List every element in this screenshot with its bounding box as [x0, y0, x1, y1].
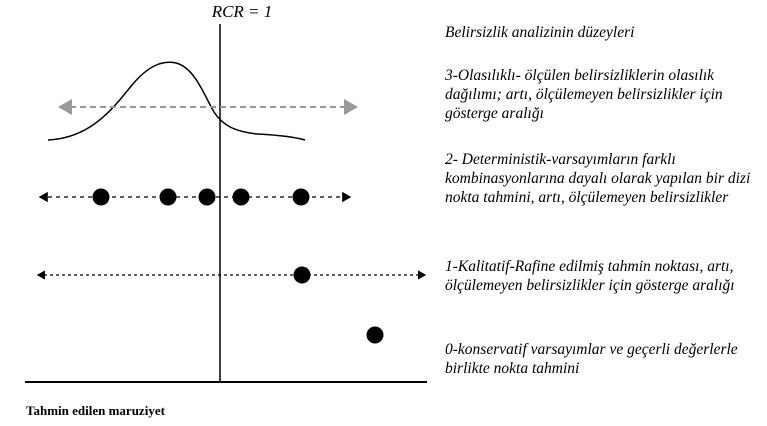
rcr-label: RCR = 1	[211, 2, 273, 21]
x-axis-label: Tahmin edilen maruziyet	[26, 403, 165, 418]
legend-title: Belirsizlik analizinin düzeyleri	[445, 24, 635, 41]
legend-level-2: 2- Deterministik-varsayımların farklı kombinasyonlarına dayalı olarak yapılan bir dizi nokta tahmini, artı, ölçülemeyen belirsizlikler	[445, 151, 751, 206]
level-2-point-estimate	[160, 189, 177, 206]
level-2-point-estimate	[293, 189, 310, 206]
level-1-point-estimate	[294, 267, 311, 284]
level-2-point-estimate	[199, 189, 216, 206]
level-0-point-estimate	[367, 327, 384, 344]
level-2-point-estimate	[233, 189, 250, 206]
level-2-point-estimate	[93, 189, 110, 206]
legend-level-3: 3-Olasılıklı- ölçülen belirsizliklerin olasılık dağılımı; artı, ölçülemeyen belirsizlikler için gösterge aralığı	[445, 67, 723, 122]
legend-level-0: 0-konservatif varsayımlar ve geçerli değerlerle birlikte nokta tahmini	[445, 341, 738, 377]
legend-level-1: 1-Kalitatif-Rafine edilmiş tahmin noktası, artı, ölçülemeyen belirsizlikler için gösterge aralığı	[445, 258, 735, 294]
level-3-distribution-curve	[48, 62, 305, 140]
